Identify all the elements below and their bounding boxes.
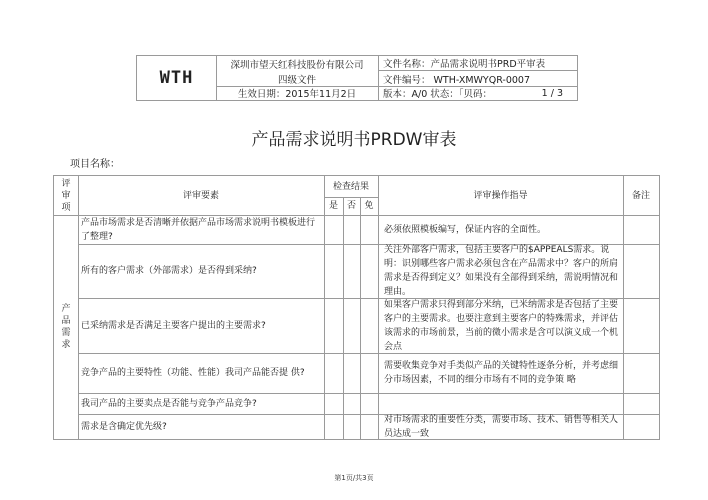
company-logo: WTH bbox=[159, 68, 194, 88]
header-review-item: 评审项 bbox=[61, 178, 71, 213]
row-4-guide: 需要收集竞争对手类似产品的关键特性逐条分析，并考虑细分市场因素，不同的细分市场有不同的竞争策 略 bbox=[384, 361, 619, 385]
header-yes: 是 bbox=[328, 201, 338, 211]
row-1-guide: 必须依照模板编写，保证内容的全面性。 bbox=[384, 224, 547, 235]
effective-date: 生效日期：2015年11月2日 bbox=[237, 89, 357, 100]
page-indicator: 1 / 3 bbox=[541, 87, 563, 99]
header-check-result: 检查结果 bbox=[332, 181, 369, 192]
row-6-element: 需求是含确定优先级? bbox=[81, 421, 167, 432]
version-status: 版本：A/0 状态：「贝码： bbox=[383, 89, 493, 100]
row-5-element: 我司产品的主要卖点是否能与竞争产品竞争? bbox=[81, 398, 257, 409]
header-exempt: 免 bbox=[364, 201, 374, 211]
row-5-guide bbox=[384, 393, 620, 414]
category-product-requirements: 产品需求 bbox=[61, 304, 71, 350]
header-review-element: 评审要素 bbox=[182, 190, 219, 201]
file-number: 文件编号： WTH-XMWYQR-0007 bbox=[383, 74, 531, 86]
review-table bbox=[53, 175, 660, 440]
file-name: 文件名称：产品需求说明书PRD平审表 bbox=[383, 59, 546, 70]
row-1-element: 产品市场需求是否清晰并依据产品市场需求说明书模板进行了整理? bbox=[81, 217, 316, 242]
row-6-guide: 对市场需求的重要性分类，需要市场、技术、销售等相关人员达成一致 bbox=[384, 414, 619, 439]
header-review-guide: 评审操作指导 bbox=[473, 190, 528, 201]
row-3-element: 已采纳需求是否满足主要客户提出的主要需求? bbox=[81, 320, 266, 331]
page-title: 产品需求说明书PRDW审表 bbox=[251, 130, 457, 150]
document-header-table bbox=[136, 55, 578, 101]
row-2-guide: 关注外部客户需求，包括主要客户的$APPEALS需求。说明：识别哪些客户需求必须包含在产品需求中？客户的所肩需求是否得到定义？如果没有全部得到采纳，需说明情况和理由。 bbox=[384, 245, 619, 297]
row-2-element: 所有的客户需求（外部需求）是否得到采纳? bbox=[81, 266, 257, 276]
header-remark: 备注 bbox=[631, 190, 650, 201]
document-level: 四级文件 bbox=[277, 74, 316, 86]
row-3-guide: 如果客户需求只得到部分米纳，已米纳需求是否包括了主要客户的主要需求。也要注意到主要客户的特殊需求，并评估该需求的市场前景，当前的微小需求是含可以演义成一个机会点 bbox=[384, 299, 619, 352]
project-name-label: 项目名称： bbox=[70, 159, 120, 170]
row-4-element: 竞争产品的主要特性（功能、性能）我司产品能否提 供? bbox=[81, 368, 305, 378]
company-name: 深圳市望天红科技股份有限公司 bbox=[230, 59, 364, 71]
header-no: 否 bbox=[346, 201, 356, 211]
page-footer: 第1页/共3页 bbox=[334, 474, 374, 482]
